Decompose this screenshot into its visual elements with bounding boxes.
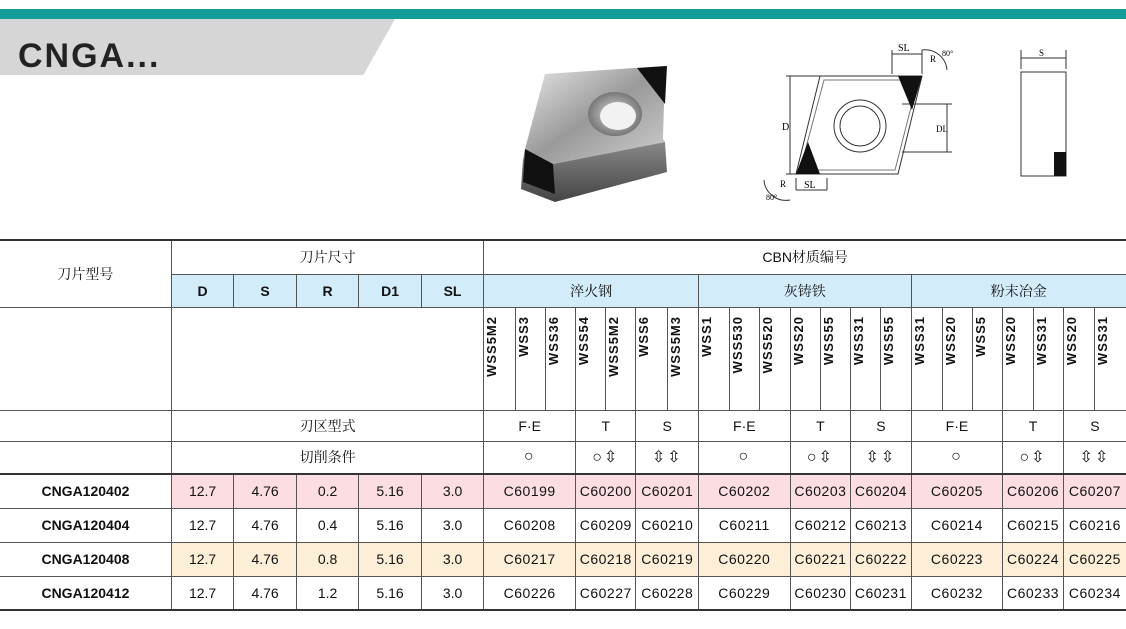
grade-row-blank-size [171, 307, 483, 410]
grade-cell: WSS3 [515, 307, 545, 410]
d-cell: 12.7 [171, 474, 233, 508]
model-cell: CNGA120402 [0, 474, 171, 508]
code-cell: C60224 [1003, 542, 1063, 576]
cond-icon: ○⇳ [790, 441, 850, 474]
d1-cell: 5.16 [359, 542, 421, 576]
code-cell: C60222 [851, 542, 911, 576]
grade-cell: WSS5 [973, 307, 1003, 410]
d-cell: 12.7 [171, 576, 233, 610]
grade-cell: WSS20 [942, 307, 972, 410]
grade-cell: WSS6 [636, 307, 667, 410]
grade-cell: WSS31 [1095, 307, 1126, 410]
d-label: D [782, 122, 790, 133]
table-row [0, 474, 1126, 508]
r-cell: 0.8 [296, 542, 358, 576]
s-cell: 4.76 [234, 474, 296, 508]
edge-label: 刃区型式 [171, 410, 483, 441]
sl-cell: 3.0 [421, 474, 484, 508]
code-cell: C60213 [851, 508, 911, 542]
code-cell: C60212 [790, 508, 850, 542]
cond-icon: ⇳⇳ [636, 441, 698, 474]
sl-cell: 3.0 [421, 576, 484, 610]
cond-icon: ○⇳ [576, 441, 636, 474]
model-cell: CNGA120404 [0, 508, 171, 542]
code-cell: C60227 [576, 576, 636, 610]
grade-cell: WSS1 [698, 307, 729, 410]
group-powder-metal: 粉末冶金 [911, 274, 1126, 307]
code-cell: C60231 [851, 576, 911, 610]
edge-type: T [576, 410, 636, 441]
grade-cell: WSS31 [911, 307, 942, 410]
grade-cell: WSS36 [545, 307, 575, 410]
edge-type: S [851, 410, 911, 441]
code-cell: C60216 [1063, 508, 1126, 542]
grade-cell: WSS5M3 [667, 307, 698, 410]
d1-cell: 5.16 [359, 508, 421, 542]
grade-row-blank [0, 307, 171, 410]
grade-cell: WSS20 [790, 307, 820, 410]
code-cell: C60200 [576, 474, 636, 508]
grade-cell: WSS20 [1003, 307, 1033, 410]
code-cell: C60201 [636, 474, 698, 508]
code-cell: C60219 [636, 542, 698, 576]
side-view-drawing [1010, 45, 1080, 185]
code-cell: C60202 [698, 474, 790, 508]
code-cell: C60226 [484, 576, 576, 610]
page-title: CNGA... [18, 37, 161, 75]
angle-bottom-label: 80° [766, 193, 778, 202]
code-cell: C60205 [911, 474, 1003, 508]
code-cell: C60234 [1063, 576, 1126, 610]
edge-type: S [636, 410, 698, 441]
edge-type: T [790, 410, 850, 441]
sl-cell: 3.0 [421, 508, 484, 542]
s-cell: 4.76 [234, 542, 296, 576]
code-cell: C60229 [698, 576, 790, 610]
col-r: R [296, 274, 358, 307]
code-cell: C60204 [851, 474, 911, 508]
code-cell: C60209 [576, 508, 636, 542]
code-cell: C60208 [484, 508, 576, 542]
header-size: 刀片尺寸 [171, 240, 483, 274]
code-cell: C60207 [1063, 474, 1126, 508]
dimension-drawing [752, 40, 972, 216]
r-cell: 1.2 [296, 576, 358, 610]
code-cell: C60218 [576, 542, 636, 576]
table-row [0, 576, 1126, 610]
code-cell: C60210 [636, 508, 698, 542]
code-cell: C60228 [636, 576, 698, 610]
grade-cell: WSS520 [760, 307, 790, 410]
code-cell: C60217 [484, 542, 576, 576]
edge-type: S [1063, 410, 1126, 441]
code-cell: C60215 [1003, 508, 1063, 542]
grade-cell: WSS5M2 [484, 307, 515, 410]
sl-top-label: SL [898, 43, 910, 54]
col-d: D [171, 274, 233, 307]
d-cell: 12.7 [171, 542, 233, 576]
cond-icon: ○ [484, 441, 576, 474]
code-cell: C60199 [484, 474, 576, 508]
table-row [0, 508, 1126, 542]
r-cell: 0.2 [296, 474, 358, 508]
cond-icon: ○ [698, 441, 790, 474]
grade-cell: WSS20 [1063, 307, 1094, 410]
grade-cell: WSS31 [1033, 307, 1063, 410]
sl-bottom-label: SL [804, 180, 816, 191]
r-top-label: R [930, 54, 937, 64]
grade-cell: WSS55 [820, 307, 850, 410]
d1-label: DL [936, 124, 948, 134]
model-cell: CNGA120412 [0, 576, 171, 610]
table-row [0, 542, 1126, 576]
col-s: S [234, 274, 296, 307]
grade-cell: WSS31 [851, 307, 881, 410]
cond-icon: ⇳⇳ [851, 441, 911, 474]
cond-icon: ○ [911, 441, 1003, 474]
insert-photo [515, 64, 675, 204]
code-cell: C60203 [790, 474, 850, 508]
code-cell: C60230 [790, 576, 850, 610]
cond-icon: ⇳⇳ [1063, 441, 1126, 474]
r-bottom-label: R [780, 179, 787, 189]
grade-cell: WSS5M2 [606, 307, 636, 410]
header-model: 刀片型号 [0, 240, 171, 307]
code-cell: C60211 [698, 508, 790, 542]
group-hardened-steel: 淬火钢 [484, 274, 699, 307]
sl-cell: 3.0 [421, 542, 484, 576]
edge-type: F·E [484, 410, 576, 441]
cond-blank [0, 441, 171, 474]
edge-blank [0, 410, 171, 441]
edge-type: F·E [698, 410, 790, 441]
d-cell: 12.7 [171, 508, 233, 542]
code-cell: C60221 [790, 542, 850, 576]
grade-cell: WSS530 [730, 307, 760, 410]
code-cell: C60233 [1003, 576, 1063, 610]
s-cell: 4.76 [234, 508, 296, 542]
model-cell: CNGA120408 [0, 542, 171, 576]
d1-cell: 5.16 [359, 474, 421, 508]
code-cell: C60225 [1063, 542, 1126, 576]
cond-icon: ○⇳ [1003, 441, 1063, 474]
s-cell: 4.76 [234, 576, 296, 610]
r-cell: 0.4 [296, 508, 358, 542]
angle-top-label: 80° [942, 49, 954, 58]
header-cbn: CBN材质编号 [484, 240, 1126, 274]
col-sl: SL [421, 274, 484, 307]
code-cell: C60223 [911, 542, 1003, 576]
d1-cell: 5.16 [359, 576, 421, 610]
edge-type: F·E [911, 410, 1003, 441]
spec-table [0, 239, 1126, 611]
code-cell: C60214 [911, 508, 1003, 542]
edge-type: T [1003, 410, 1063, 441]
cond-label: 切削条件 [171, 441, 483, 474]
code-cell: C60206 [1003, 474, 1063, 508]
group-gray-cast-iron: 灰铸铁 [698, 274, 911, 307]
col-d1: D1 [359, 274, 421, 307]
code-cell: C60232 [911, 576, 1003, 610]
s-label: S [1039, 48, 1045, 58]
grade-cell: WSS55 [881, 307, 911, 410]
accent-bar [0, 9, 1126, 19]
grade-cell: WSS54 [576, 307, 606, 410]
code-cell: C60220 [698, 542, 790, 576]
